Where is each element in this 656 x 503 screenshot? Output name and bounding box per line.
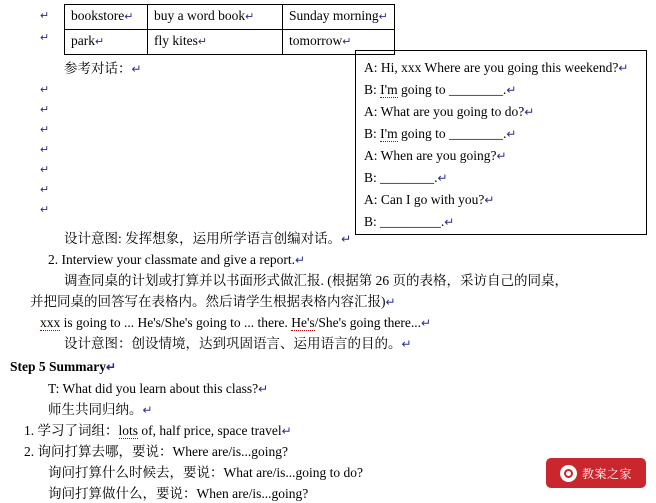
paragraph-mark: ↵ [506, 83, 517, 97]
paragraph-mark: ↵ [40, 204, 50, 216]
paragraph-mark: ↵ [295, 253, 306, 267]
watermark-label: 教案之家 [581, 466, 632, 481]
left-margin-marks [40, 6, 60, 49]
dialog-line: A: When are you going?↵ [364, 148, 507, 163]
summary-item-3: 询问打算什么时候去，要说：What are/is...going to do? [48, 465, 363, 480]
summary-item-2: 2. 询问打算去哪，要说：Where are/is...going? [24, 444, 288, 459]
dialog-line: B: ________.↵ [364, 170, 448, 185]
paragraph-mark: ↵ [40, 31, 50, 44]
paragraph-mark: ↵ [40, 124, 50, 136]
paragraph-mark: ↵ [401, 337, 412, 351]
summary-item-4: 询问打算做什么，要说：When are/is...going? [48, 486, 309, 501]
paragraph-mark: ↵ [40, 164, 50, 176]
paragraph-mark: ↵ [484, 193, 495, 207]
paragraph-mark: ↵ [40, 10, 50, 22]
paragraph-mark: ↵ [506, 127, 517, 141]
paragraph-mark: ↵ [131, 62, 142, 76]
paragraph-mark: ↵ [40, 84, 50, 96]
design-intent-1: 设计意图: 发挥想象，运用所学语言创编对话。↵ [64, 231, 352, 246]
dialog-line: B: _________.↵ [364, 214, 455, 229]
paragraph-mark: ↵ [342, 36, 352, 48]
paragraph-mark: ↵ [40, 104, 50, 116]
paragraph-mark: ↵ [378, 11, 388, 23]
reference-dialog-label: 参考对话：↵ [64, 61, 142, 76]
dialog-line: A: Hi, xxx Where are you going this weekend?↵ [364, 60, 629, 75]
step5-note: 师生共同归纳。↵ [48, 402, 153, 417]
table-row [65, 5, 395, 30]
wechat-logo-icon [560, 465, 577, 482]
summary-item-1: 1. 学习了词组：lots of, half price, space travel↵ [24, 423, 292, 438]
table-cell: tomorrow↵ [283, 30, 395, 55]
paragraph-mark: ↵ [106, 360, 117, 374]
paragraph-mark: ↵ [444, 215, 455, 229]
paragraph-mark: ↵ [40, 184, 50, 196]
paragraph-mark: ↵ [281, 424, 292, 438]
dialog-underlined-text: I'm [380, 126, 398, 141]
paragraph-mark: ↵ [420, 316, 432, 330]
dialog-underlined-text: I'm [380, 82, 398, 97]
paragraph-mark: ↵ [197, 36, 208, 48]
table-cell: buy a word book↵ [148, 5, 283, 30]
dialog-line: A: What are you going to do?↵ [364, 104, 535, 119]
table-cell: Sunday morning↵ [283, 5, 395, 30]
table-cell: bookstore↵ [65, 5, 148, 30]
activity-2-example: xxx is going to ... He's/She's going to ... there. He's/She's going there...↵ [40, 315, 432, 330]
paragraph-mark: ↵ [524, 105, 535, 119]
paragraph-mark: ↵ [341, 232, 352, 246]
paragraph-mark: ↵ [124, 11, 134, 23]
dialog-line: A: Can I go with you?↵ [364, 192, 495, 207]
empty-paragraph-marks [40, 80, 49, 220]
activity-2-instruction-line2: 并把同桌的回答写在表格内。然后请学生根据表格内容汇报)↵ [30, 294, 396, 309]
watermark-badge [546, 458, 646, 488]
paragraph-mark: ↵ [95, 36, 105, 48]
paragraph-mark: ↵ [40, 144, 50, 156]
paragraph-mark: ↵ [258, 382, 269, 396]
paragraph-mark: ↵ [142, 403, 153, 417]
summary-phrase-lots-of: lots [118, 423, 139, 438]
table-row [65, 30, 395, 55]
paragraph-mark: ↵ [618, 61, 629, 75]
vocabulary-table [64, 4, 395, 55]
example-subject: xxx [40, 315, 61, 330]
table-cell: fly kites↵ [148, 30, 283, 55]
design-intent-2: 设计意图：创设情境，达到巩固语言、运用语言的目的。↵ [64, 336, 412, 351]
example-subject-2: He's [291, 315, 315, 330]
paragraph-mark: ↵ [385, 295, 396, 309]
paragraph-mark: ↵ [496, 149, 507, 163]
paragraph-mark: ↵ [245, 11, 255, 23]
step5-title: Step 5 Summary↵ [10, 359, 117, 374]
table-cell: park↵ [65, 30, 148, 55]
sample-dialog-box [355, 50, 647, 235]
activity-2-instruction-line1: 调查同桌的计划或打算并以书面形式做汇报. (根据第 26 页的表格，采访自己的同桌， [64, 273, 568, 288]
paragraph-mark: ↵ [437, 171, 448, 185]
dialog-line: B: I'm going to ________.↵ [364, 82, 517, 97]
activity-2-title: 2. Interview your classmate and give a report.↵ [48, 252, 306, 267]
dialog-line: B: I'm going to ________.↵ [364, 126, 517, 141]
step5-question: T: What did you learn about this class?↵ [48, 381, 269, 396]
